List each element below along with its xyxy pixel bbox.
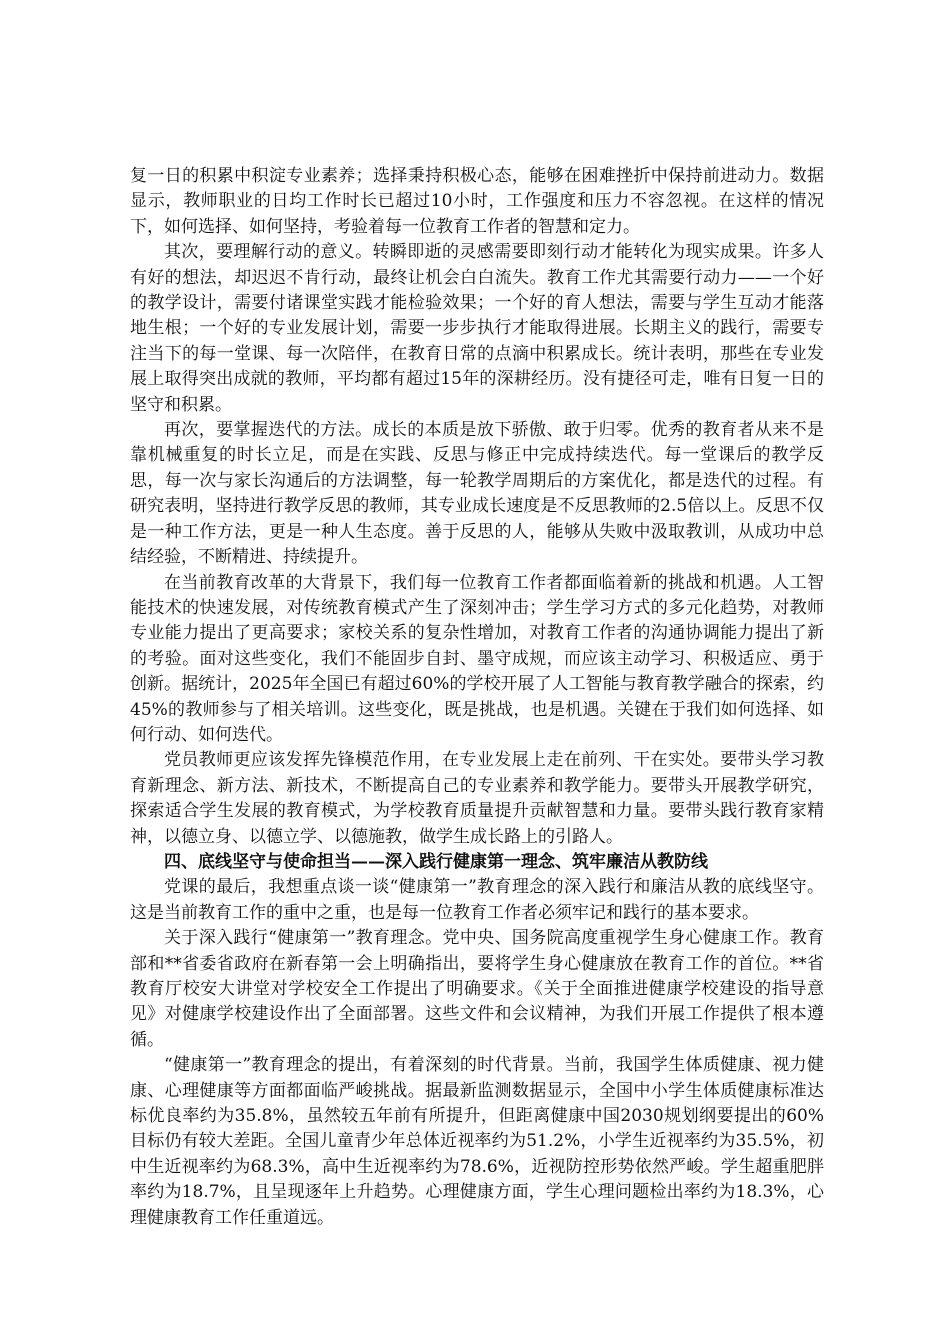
document-page — [130, 164, 824, 1231]
paragraph-action: 其次，要理解行动的意义。转瞬即逝的灵感需要即刻行动才能转化为现实成果。许多人有好的想法，却迟迟不肯行动，最终让机会白白流失。教育工作尤其需要行动力——一个好的教学设计，需要付诸课堂实践才能检验效果；一个好的育人想法，需要与学生互动才能落地生根；一个好的专业发展计划，需要一步步执行才能取得进展。长期主义的践行，需要专注当下的每一堂课、每一次陪伴，在教育日常的点滴中积累成长。统计表明，那些在专业发展上取得突出成就的教师，平均都有超过15年的深耕经历。没有捷径可走，唯有日复一日的坚守和积累。 — [130, 242, 824, 415]
paragraph-health-policy: 关于深入践行“健康第一”教育理念。党中央、国务院高度重视学生身心健康工作。教育部和**省委省政府在新春第一会上明确指出，要将学生身心健康放在教育工作的首位。**省教育厅校安大讲堂对学校安全工作提出了明确要求。《关于全面推进健康学校建设的指导意见》对健康学校建设作出了全面部署。这些文件和会议精神，为我们开展工作提供了根本遵循。 — [130, 928, 824, 1050]
paragraph-reform: 在当前教育改革的大背景下，我们每一位教育工作者都面临着新的挑战和机遇。人工智能技术的快速发展，对传统教育模式产生了深刻冲击；学生学习方式的多元化趋势，对教师专业能力提出了更高要求；家校关系的复杂性增加，对教育工作者的沟通协调能力提出了新的考验。面对这些变化，我们不能固步自封、墨守成规，而应该主动学习、积极适应、勇于创新。据统计，2025年全国已有超过60%的学校开展了人工智能与教育教学融合的探索，约45%的教师参与了相关培训。这些变化，既是挑战，也是机遇。关键在于我们如何选择、如何行动、如何迭代。 — [130, 572, 824, 745]
paragraph-party-teachers: 党员教师更应该发挥先锋模范作用，在专业发展上走在前列、干在实处。要带头学习教育新理念、新方法、新技术，不断提高自己的专业素养和教学能力。要带头开展教学研究，探索适合学生发展的教育模式，为学校教育质量提升贡献智慧和力量。要带头践行教育家精神，以德立身、以德立学、以德施教，做学生成长路上的引路人。 — [130, 750, 824, 847]
paragraph-iteration: 再次，要掌握迭代的方法。成长的本质是放下骄傲、敢于归零。优秀的教育者从来不是靠机械重复的时长立足，而是在实践、反思与修正中完成持续迭代。每一堂课后的教学反思，每一次与家长沟通后的方法调整，每一轮教学周期后的方案优化，都是迭代的过程。有研究表明，坚持进行教学反思的教师，其专业成长速度是不反思教师的2.5倍以上。反思不仅是一种工作方法，更是一种人生态度。善于反思的人，能够从失败中汲取教训，从成功中总结经验，不断精进、持续提升。 — [130, 420, 824, 568]
section-heading-four: 四、底线坚守与使命担当——深入践行健康第一理念、筑牢廉洁从教防线 — [164, 851, 708, 872]
paragraph-health-intro: 党课的最后，我想重点谈一谈“健康第一”教育理念的深入践行和廉洁从教的底线坚守。这是当前教育工作的重中之重，也是每一位教育工作者必须牢记和践行的基本要求。 — [130, 877, 824, 923]
paragraph-health-data: “健康第一”教育理念的提出，有着深刻的时代背景。当前，我国学生体质健康、视力健康、心理健康等方面都面临严峻挑战。据最新监测数据显示，全国中小学生体质健康标准达标优良率约为35.8%，虽然较五年前有所提升，但距离健康中国2030规划纲要提出的60%目标仍有较大差距。全国儿童青少年总体近视率约为51.2%，小学生近视率约为35.5%，初中生近视率约为68.3%，高中生近视率约为78.6%，近视防控形势依然严峻。学生超重肥胖率约为18.7%，且呈现逐年上升趋势。心理健康方面，学生心理问题检出率约为18.3%，心理健康教育工作任重道远。 — [130, 1055, 824, 1228]
paragraph-continuation: 复一日的积累中积淀专业素养；选择秉持积极心态，能够在困难挫折中保持前进动力。数据显示，教师职业的日均工作时长已超过10小时，工作强度和压力不容忽视。在这样的情况下，如何选择、如何坚持，考验着每一位教育工作者的智慧和定力。 — [130, 166, 824, 237]
